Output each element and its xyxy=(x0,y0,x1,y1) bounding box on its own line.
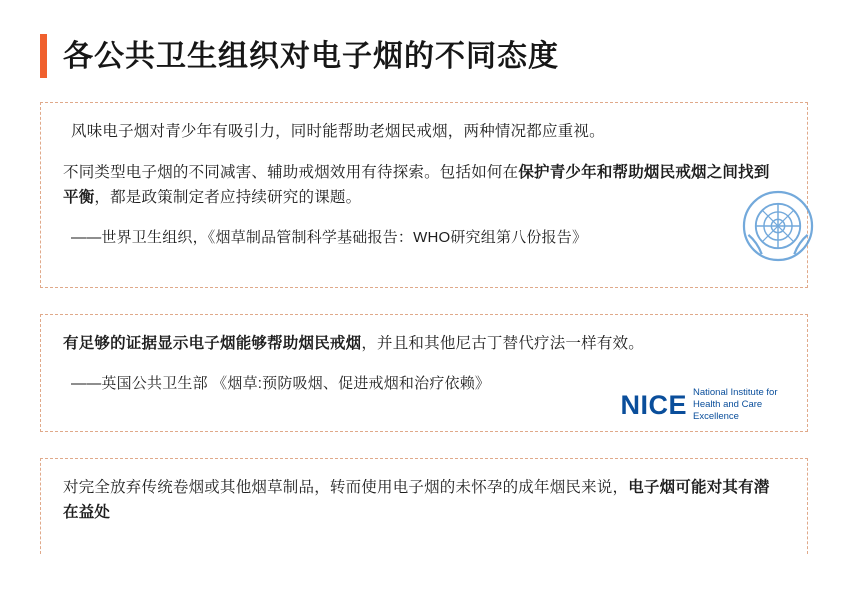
quote-paragraph xyxy=(63,475,785,525)
quote-text-emphasis: 保护青少年和帮助烟民戒烟之间找到平衡 xyxy=(63,164,770,207)
nice-logo-icon xyxy=(620,387,803,423)
quote-text-tail: ，都是政策制定者应持续研究的课题。 xyxy=(94,189,362,207)
page-title: 各公共卫生组织对电子烟的不同态度 xyxy=(63,39,559,73)
nice-tagline: National Institute for Health and Care Excellence xyxy=(693,387,778,423)
quote-text-emphasis: 有足够的证据显示电子烟能够帮助烟民戒烟 xyxy=(63,335,362,352)
quote-card-phe xyxy=(40,314,808,432)
title-accent-bar xyxy=(40,34,47,78)
quote-card-third xyxy=(40,458,808,554)
page-title-row xyxy=(40,0,808,96)
quote-text-lead: 对完全放弃传统卷烟或其他烟草制品，转而使用电子烟的未怀孕的成年烟民来说， xyxy=(63,479,629,496)
quote-paragraph xyxy=(63,160,785,210)
quote-text-tail: ，并且和其他尼古丁替代疗法一样有效。 xyxy=(361,335,644,352)
quote-paragraph xyxy=(63,331,785,356)
quote-paragraph: 风味电子烟对青少年有吸引力，同时能帮助老烟民戒烟，两种情况都应重视。 xyxy=(71,123,605,140)
nice-wordmark: NICE xyxy=(620,389,687,420)
quote-source: ——英国公共卫生部 《烟草:预防吸烟、促进戒烟和治疗依赖》 xyxy=(71,375,491,393)
quote-source: ——世界卫生组织，《烟草制品管制科学基础报告：WHO研究组第八份报告》 xyxy=(71,229,588,247)
quote-text-lead: 不同类型电子烟的不同减害、辅助戒烟效用有待探索。包括如何在 xyxy=(63,164,519,182)
quote-card-who xyxy=(40,102,808,288)
quote-card-list xyxy=(40,102,808,554)
quote-text-emphasis: 电子烟可能对其有潜在益处 xyxy=(63,479,770,522)
